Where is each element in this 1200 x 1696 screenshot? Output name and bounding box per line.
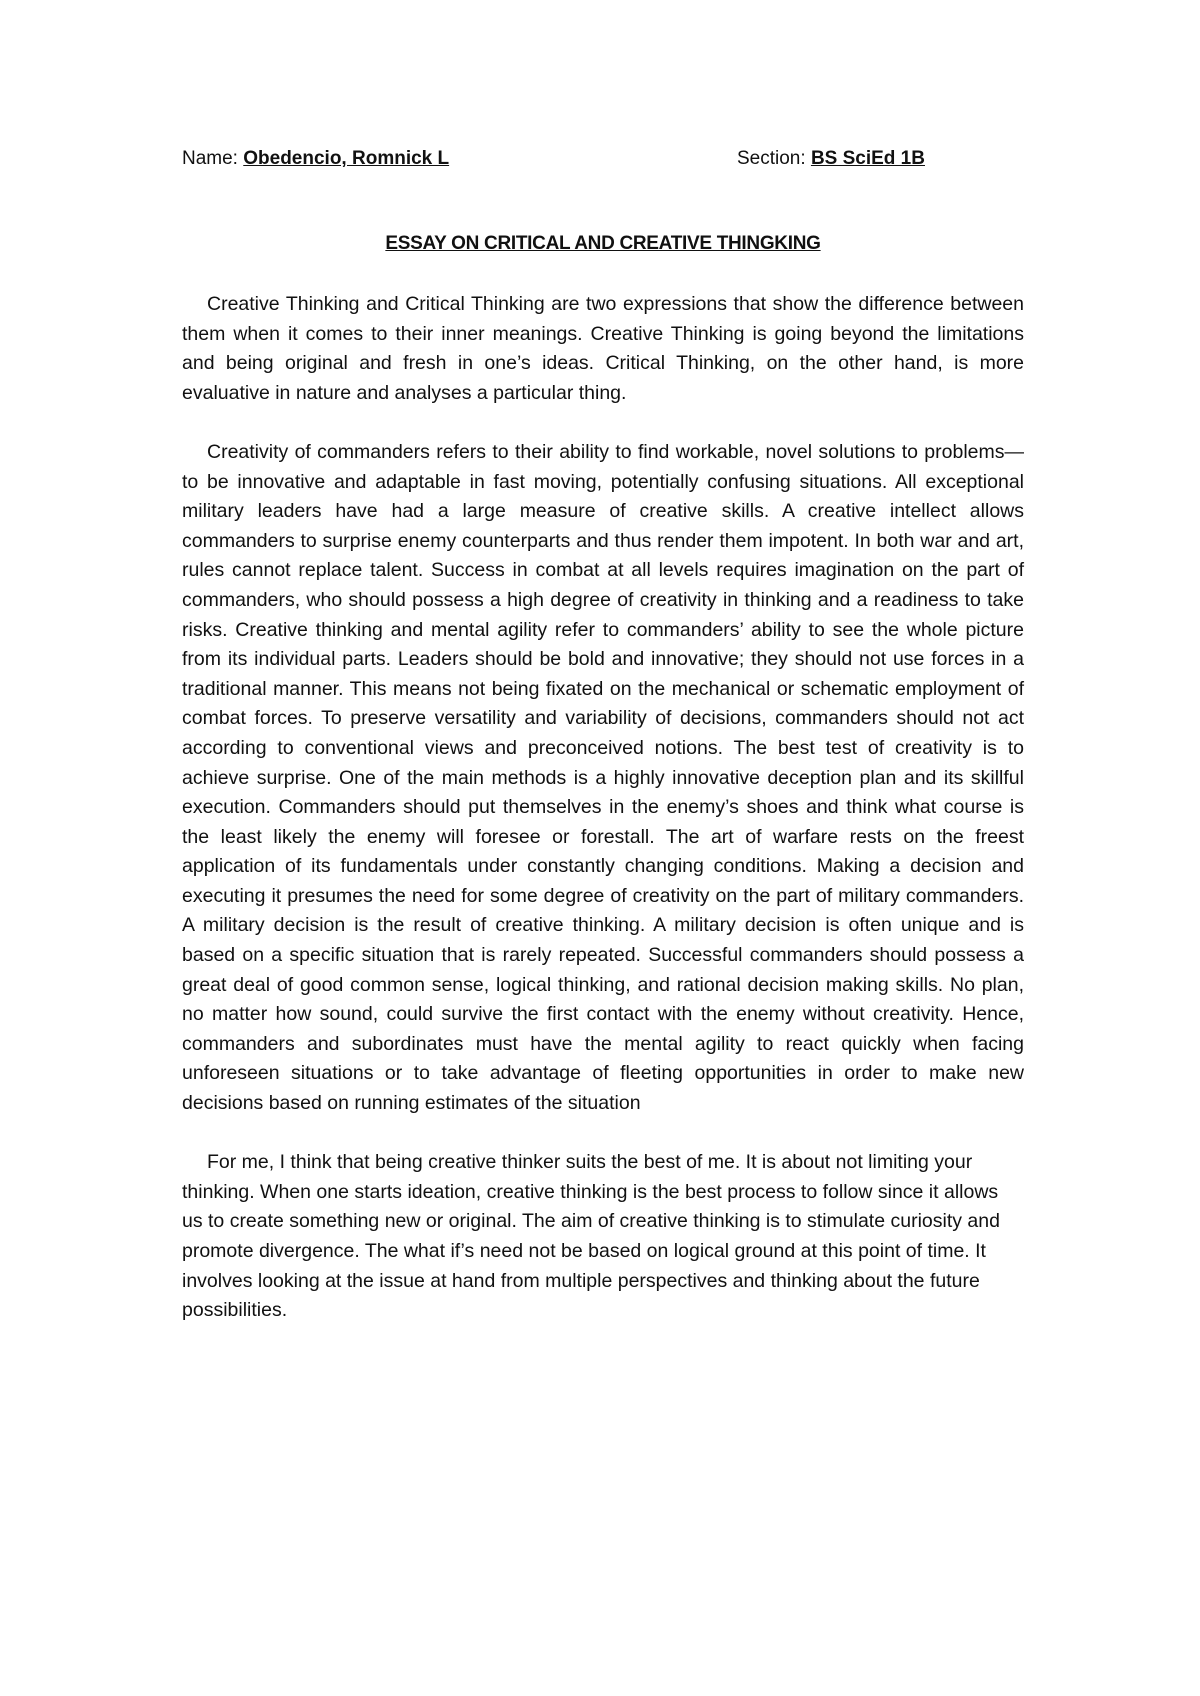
paragraph-2: Creativity of commanders refers to their ability to find workable, novel solutions to problems—to be innovative and adaptable in fast moving, potentially confusing situations. All exceptional military leaders have had a large measure of creative skills. A creative intellect allows commanders to surprise enemy counterparts and thus render them impotent. In both war and art, rules cannot replace talent. Success in combat at all levels requires imagination on the part of commanders, who should possess a high degree of creativity in thinking and a readiness to take risks. Creative thinking and mental agility refer to commanders’ ability to see the whole picture from its individual parts. Leaders should be bold and innovative; they should not use forces in a traditional manner. This means not being fixated on the mechanical or schematic employment of combat forces. To preserve versatility and variability of decisions, commanders should not act according to conventional views and preconceived notions. The best test of creativity is to achieve surprise. One of the main methods is a highly innovative deception plan and its skillful execution. Commanders should put themselves in the enemy’s shoes and think what course is the least likely the enemy will foresee or forestall. The art of warfare rests on the freest application of its fundamentals under constantly changing conditions. Making a decision and executing it presumes the need for some degree of creativity on the part of military commanders. A military decision is the result of creative thinking. A military decision is often unique and is based on a specific situation that is rarely repeated. Successful commanders should possess a great deal of good common sense, logical thinking, and rational decision making skills. No plan, no matter how sound, could survive the first contact with the enemy without creativity. Hence, commanders and subordinates must have the mental agility to react quickly when facing unforeseen situations or to take advantage of fleeting opportunities in order to make new decisions based on running estimates of the situation [182, 440, 1024, 1115]
essay-title: ESSAY ON CRITICAL AND CREATIVE THINGKING [385, 233, 821, 254]
paragraph-3: For me, I think that being creative thinker suits the best of me. It is about not limiting your thinking. When one starts ideation, creative thinking is the best process to follow since it allows us to create something new or original. The aim of creative thinking is to stimulate curiosity and promote divergence. The what if’s need not be based on logical ground at this point of time. It involves looking at the issue at hand from multiple perspectives and thinking about the future possibilities. [182, 1151, 1000, 1322]
section-label: Section: [737, 148, 806, 169]
student-header [182, 148, 1022, 178]
name-label: Name: [182, 148, 238, 169]
name-field [182, 148, 449, 170]
paragraph-1: Creative Thinking and Critical Thinking are two expressions that show the difference between them when it comes to their inner meanings. Creative Thinking is going beyond the limitations and being original and fresh in one’s ideas. Critical Thinking, on the other hand, is more evaluative in nature and analyses a particular thing. [182, 293, 1024, 404]
section-field [737, 148, 925, 170]
section-value: BS SciEd 1B [810, 148, 925, 169]
name-value: Obedencio, Romnick L [243, 148, 450, 169]
essay-body [182, 290, 1024, 1355]
